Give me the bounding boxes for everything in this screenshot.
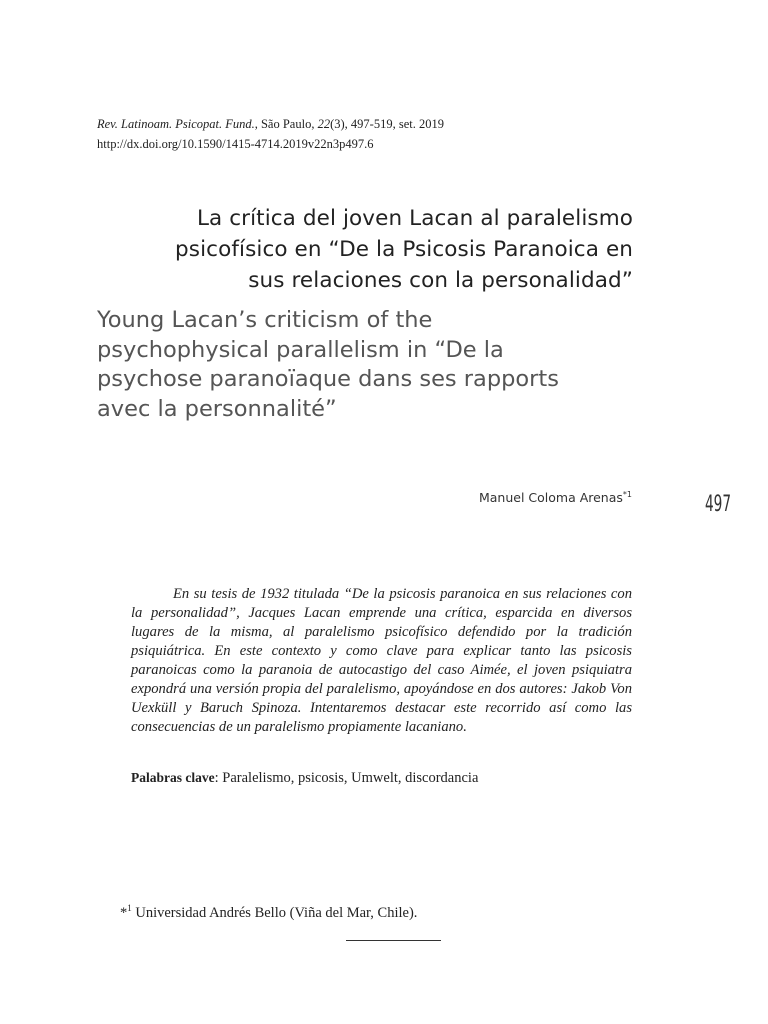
keywords-line — [131, 770, 478, 787]
citation-block — [97, 114, 444, 154]
doi-link[interactable]: http://dx.doi.org/10.1590/1415-4714.2019v22n3p497.6 — [97, 137, 374, 151]
affiliation-footnote — [120, 903, 417, 922]
journal-name: Rev. Latinoam. Psicopat. Fund. — [97, 117, 255, 131]
title-es-line: La crítica del joven Lacan al paralelismo — [196, 206, 633, 231]
title-english — [97, 306, 637, 424]
footnote-text: Universidad Andrés Bello (Viña del Mar, Chile). — [131, 904, 418, 921]
author-name: Manuel Coloma Arenas — [478, 490, 623, 506]
page-number: 497 — [705, 492, 732, 517]
title-en-line: psychose paranoïaque dans ses rapports — [97, 366, 559, 392]
abstract-text: En su tesis de 1932 titulada “De la psicosis paranoica en sus relaciones con la personalidad”, Jacques Lacan emprende una crítica, esparcida en diversos lugares de la misma, al paralelismo psicofísico defendido por la tradición psiquiátrica. En este contexto y como clave para explicar tanto las psicosis paranoicas como la paranoia de autocastigo del caso Aimée, el joven psiquiatra expondrá una versión propia del paralelismo, apoyándose en dos autores: Jakob Von Uexküll y Baruch Spinoza. Intentaremos destacar este recorrido así como las consecuencias de un paralelismo propiamente lacaniano. — [131, 586, 632, 735]
author-byline — [479, 490, 632, 505]
title-en-line: psychophysical parallelism in “De la — [97, 336, 504, 363]
journal-place: , São Paulo, — [254, 117, 318, 131]
journal-reference — [97, 114, 444, 134]
journal-issue-pages: (3), 497-519, set. 2019 — [330, 117, 444, 131]
title-es-line: psicofísico en “De la Psicosis Paranoica en — [175, 237, 633, 262]
keywords-text: : Paralelismo, psicosis, Umwelt, discordancia — [214, 770, 479, 786]
title-en-line: Young Lacan’s criticism of the — [97, 307, 433, 333]
title-en-line: avec la personnalité” — [97, 395, 337, 422]
author-footnote-mark: *1 — [622, 490, 632, 499]
footer-rule — [346, 940, 441, 941]
title-spanish — [100, 203, 633, 296]
footnote-mark: 1 — [127, 903, 132, 913]
title-es-line: sus relaciones con la personalidad” — [248, 268, 633, 293]
journal-volume: 22 — [317, 117, 331, 131]
footnote-star: * — [120, 904, 128, 921]
keywords-label: Palabras clave — [131, 770, 215, 785]
